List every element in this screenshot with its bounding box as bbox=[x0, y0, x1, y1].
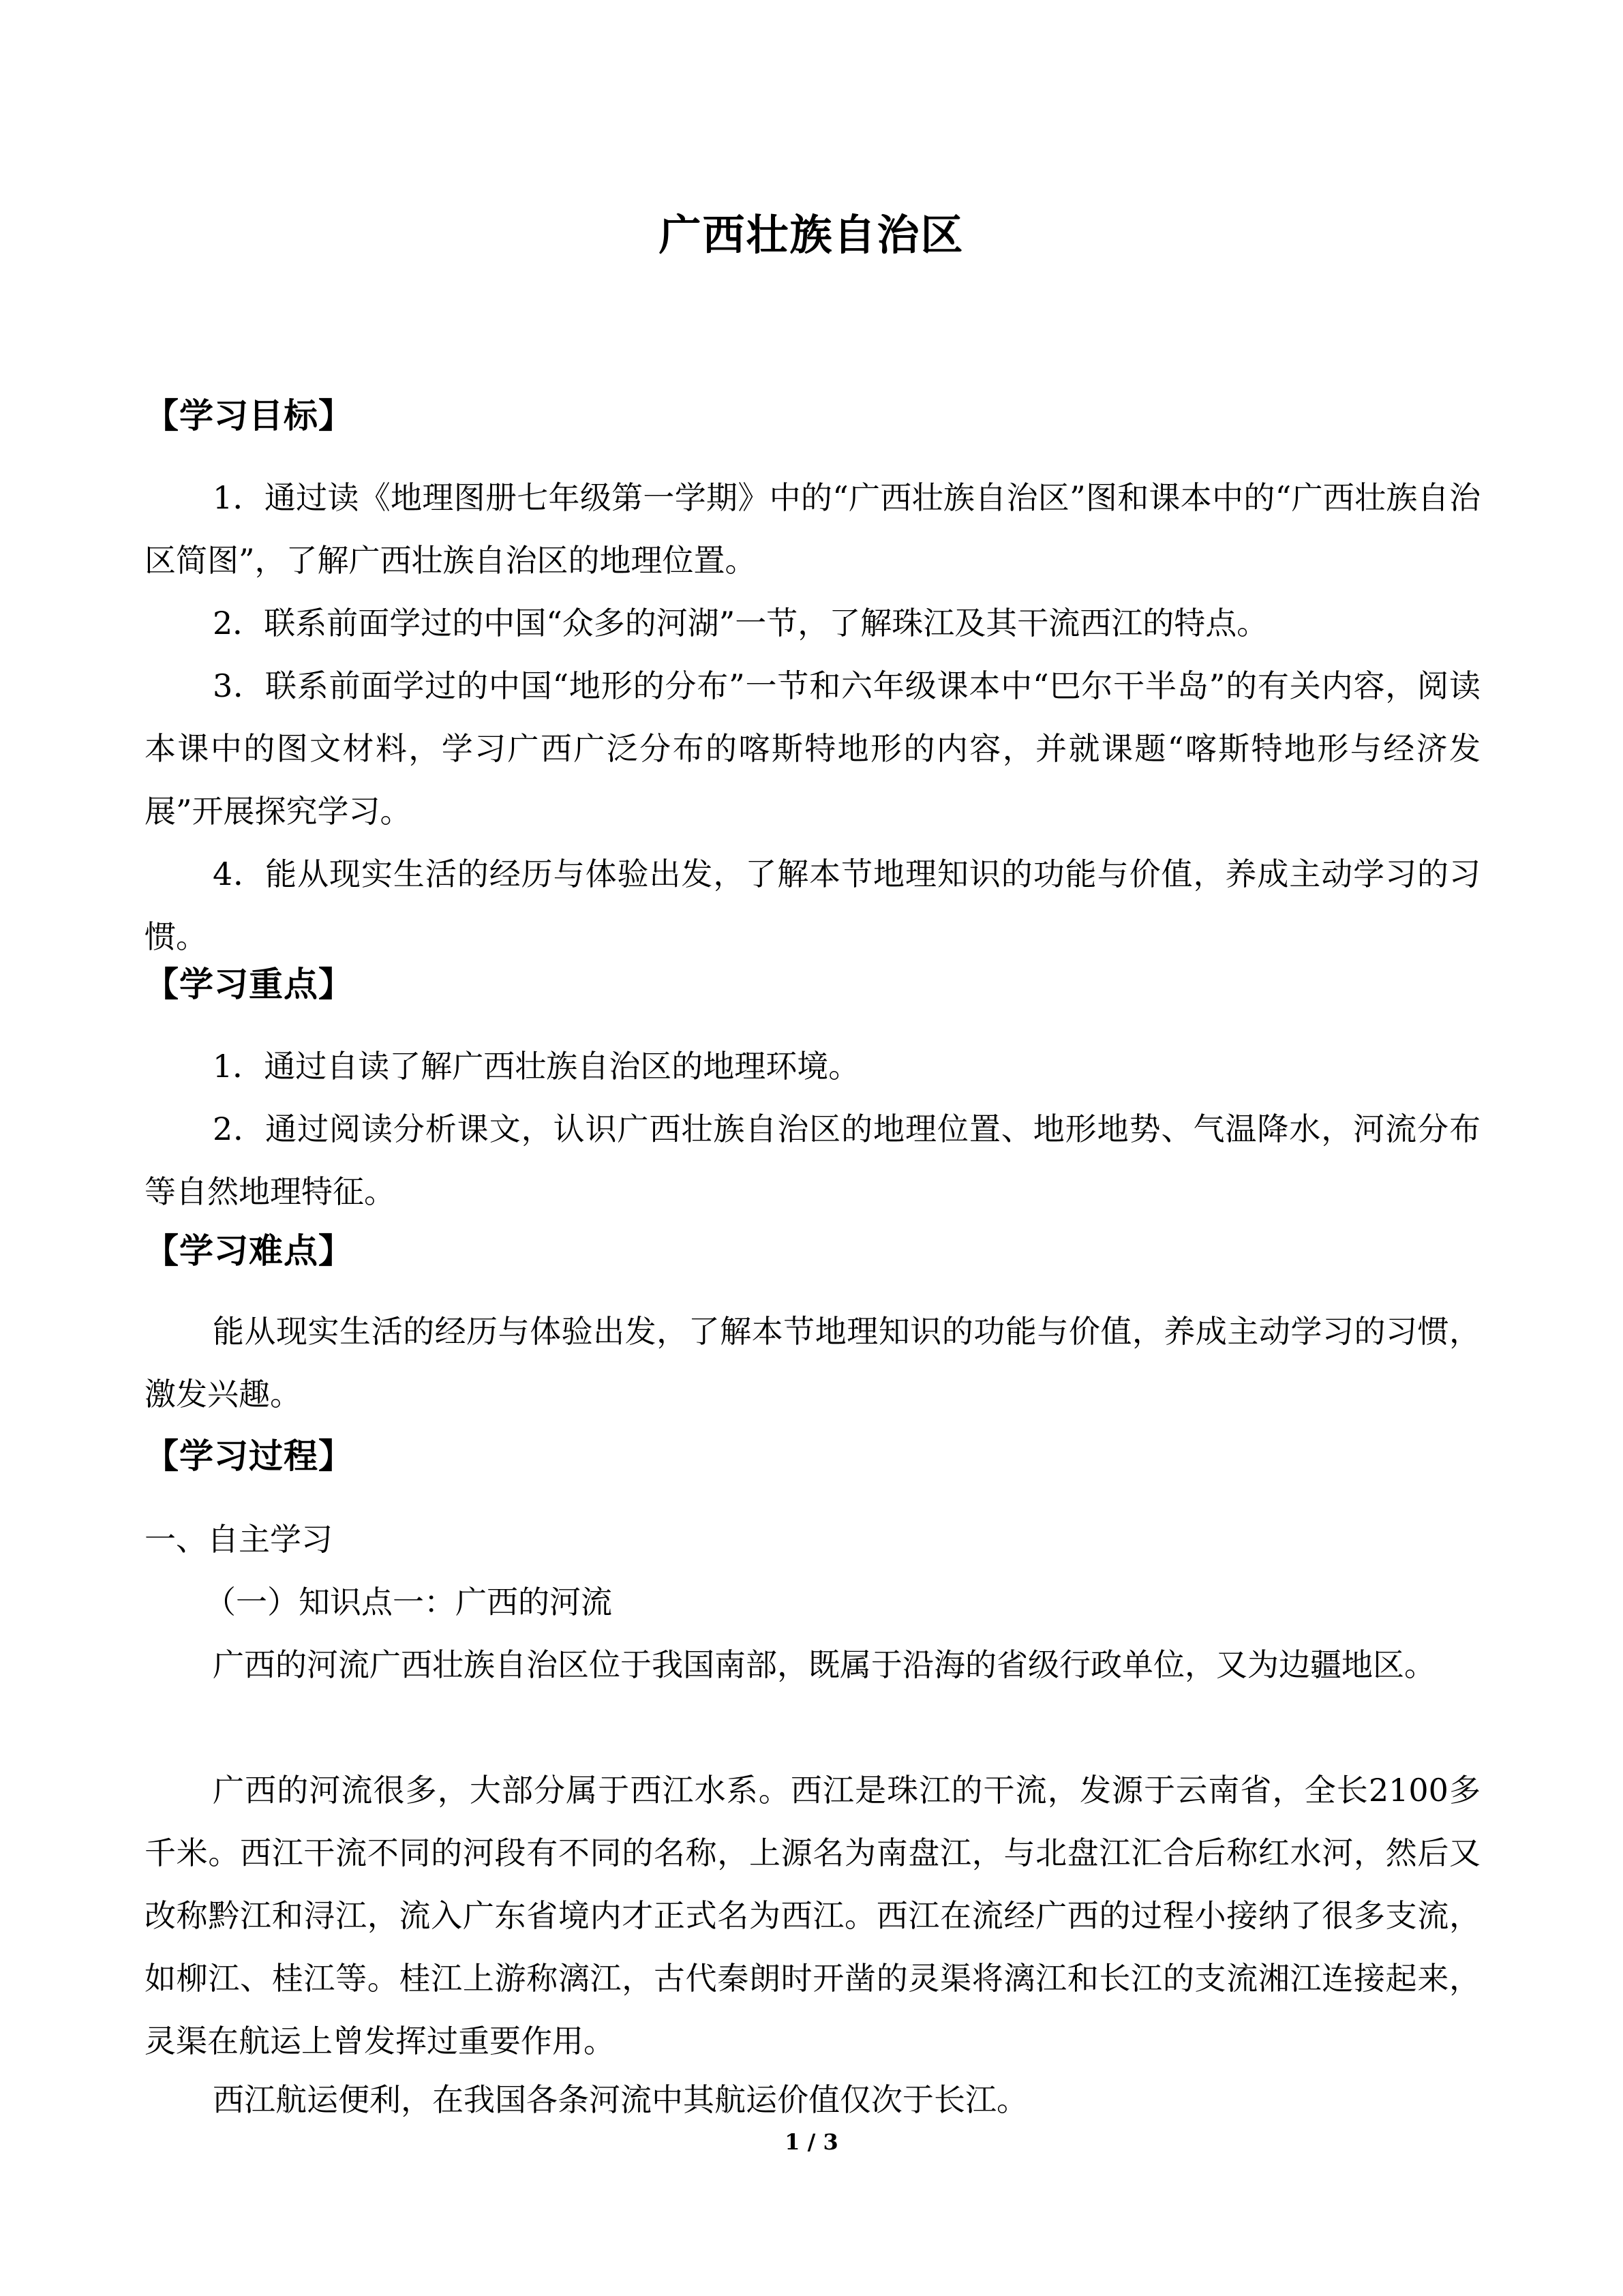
objective-item-2: 2．联系前面学过的中国“众多的河湖”一节，了解珠江及其干流西江的特点。 bbox=[213, 605, 1269, 641]
section-heading-process: 【学习过程】 bbox=[145, 1436, 353, 1476]
key-point-item-1: 1．通过自读了解广西壮族自治区的地理环境。 bbox=[213, 1048, 860, 1085]
page-number: 1 / 3 bbox=[785, 2129, 838, 2155]
process-subheading: 一、自主学习 bbox=[145, 1521, 333, 1558]
section-heading-key-points: 【学习重点】 bbox=[145, 965, 353, 1004]
document-title: 广西壮族自治区 bbox=[658, 210, 965, 260]
process-paragraph-3: 西江航运便利，在我国各条河流中其航运价值仅次于长江。 bbox=[213, 2081, 1028, 2118]
process-paragraph-1: 广西的河流广西壮族自治区位于我国南部，既属于沿海的省级行政单位，又为边疆地区。 bbox=[213, 1646, 1436, 1683]
section-heading-difficulties: 【学习难点】 bbox=[145, 1231, 353, 1271]
objective-item-3: 3．联系前面学过的中国“地形的分布”一节和六年级课本中“巴尔干半岛”的有关内容，阅读本课中的图文材料，学习广西广泛分布的喀斯特地形的内容，并就课题“喀斯特地形与经济发展”开展探究学习。 bbox=[145, 667, 1481, 830]
knowledge-point-heading: （一）知识点一：广西的河流 bbox=[204, 1584, 612, 1620]
objective-item-1: 1．通过读《地理图册七年级第一学期》中的“广西壮族自治区”图和课本中的“广西壮族自治区简图”，了解广西壮族自治区的地理位置。 bbox=[145, 479, 1481, 579]
difficulty-item-1: 能从现实生活的经历与体验出发，了解本节地理知识的功能与价值，养成主动学习的习惯，激发兴趣。 bbox=[145, 1313, 1481, 1413]
objective-item-4: 4．能从现实生活的经历与体验出发，了解本节地理知识的功能与价值，养成主动学习的习惯。 bbox=[145, 856, 1481, 955]
process-paragraph-2: 广西的河流很多，大部分属于西江水系。西江是珠江的干流，发源于云南省，全长2100多千米。西江干流不同的河段有不同的名称，上源名为南盘江，与北盘江汇合后称红水河，然后又改称黔江和浔江，流入广东省境内才正式名为西江。西江在流经广西的过程小接纳了很多支流，如柳江、桂江等。桂江上游称漓江，古代秦朗时开凿的灵渠将漓江和长江的支流湘江连接起来，灵渠在航运上曾发挥过重要作用。 bbox=[145, 1772, 1481, 2059]
key-point-item-2: 2．通过阅读分析课文，认识广西壮族自治区的地理位置、地形地势、气温降水，河流分布等自然地理特征。 bbox=[145, 1111, 1481, 1210]
section-heading-objectives: 【学习目标】 bbox=[145, 396, 353, 436]
